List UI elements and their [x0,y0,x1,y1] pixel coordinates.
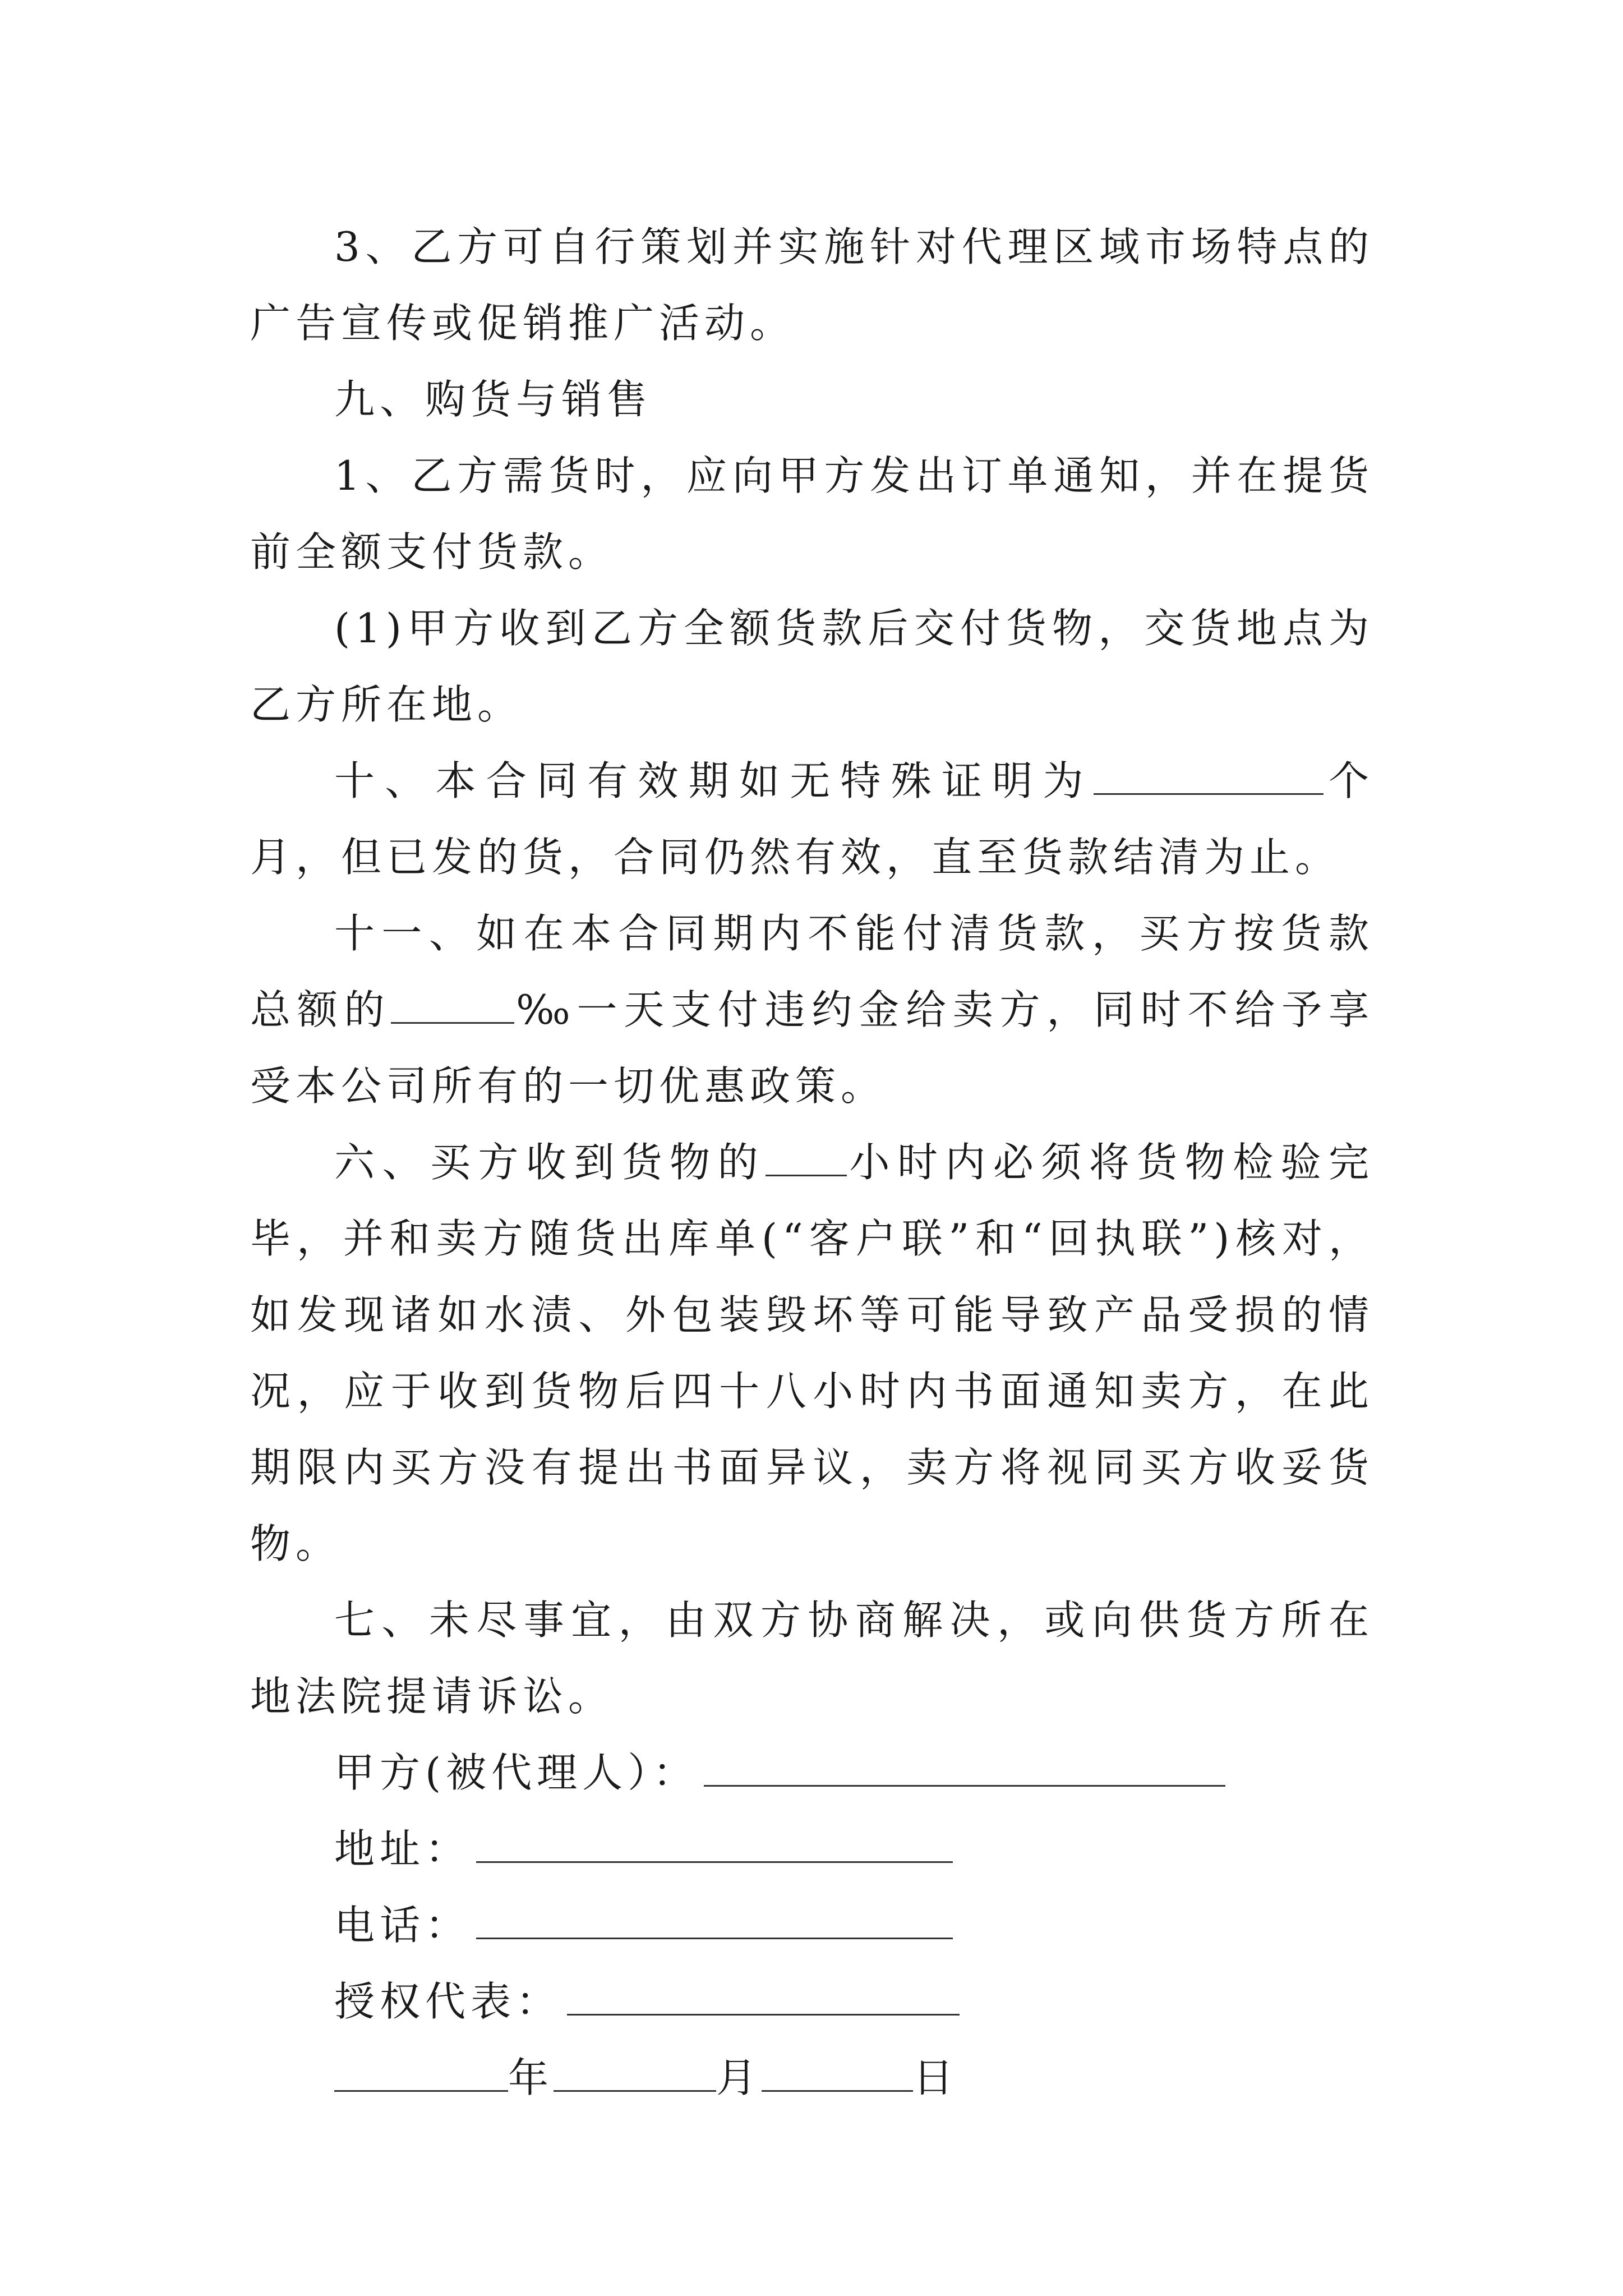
section-10-text-end: 个月，但已发的货，合同仍然有效，直至货款结清为止。 [250,757,1374,881]
section-9-heading: 九、购货与销售 [334,376,653,423]
phone-line [250,1887,1374,1963]
inspection-hours-blank [766,1142,847,1176]
clause-1-ordering: 1、乙方需货时，应向甲方发出订单通知，并在提货前全额支付货款。 [250,452,1374,576]
section-11-text-end: ‰一天支付违约金给卖方，同时不给予享受本公司所有的一切优惠政策。 [250,986,1374,1110]
section-6-text-end: 小时内必须将货物检验完毕，并和卖方随货出库单(“客户联”和“回执联”)核对，如发现诸如水渍、外包装毁坏等可能导致产品受损的情况，应于收到货物后四十八小时内书面通知卖方，在此期限内买方没有提出书面异议，卖方将视同买方收妥货物。 [250,1139,1374,1567]
section-10-validity [250,743,1374,895]
day-label: 日 [913,2054,959,2101]
year-blank [334,2058,508,2092]
address-blank [476,1829,953,1863]
address-line [250,1811,1374,1887]
phone-label: 电话： [334,1902,471,1949]
validity-months-blank [1094,761,1324,795]
month-blank [554,2058,716,2092]
party-a-blank [704,1752,1225,1787]
phone-blank [476,1905,953,1939]
representative-blank [567,1981,960,2016]
section-11-penalty [250,895,1374,1124]
date-line [250,2040,1374,2116]
penalty-rate-blank [391,990,514,1024]
clause-1-sub-delivery: (1)甲方收到乙方全额货款后交付货物，交货地点为乙方所在地。 [250,605,1374,728]
representative-label: 授权代表： [334,1978,562,2025]
party-a-line [250,1734,1374,1811]
month-label: 月 [716,2054,762,2101]
year-label: 年 [508,2054,554,2101]
representative-line [250,1963,1374,2040]
section-6-inspection [250,1124,1374,1582]
day-blank [762,2058,913,2092]
clause-3-advertising: 3、乙方可自行策划并实施针对代理区域市场特点的广告宣传或促销推广活动。 [250,223,1374,347]
address-label: 地址： [334,1825,471,1872]
section-10-text-start: 十、本合同有效期如无特殊证明为 [334,757,1094,804]
section-7-disputes: 七、未尽事宜，由双方协商解决，或向供货方所在地法院提请诉讼。 [250,1596,1374,1720]
section-11-text-start: 十一、如在本合同期内不能付清货款，买方按货款总额的 [250,910,1374,1033]
party-a-label: 甲方(被代理人）： [334,1749,699,1796]
document-body [250,209,1374,2116]
section-6-text-start: 六、买方收到货物的 [334,1139,766,1186]
